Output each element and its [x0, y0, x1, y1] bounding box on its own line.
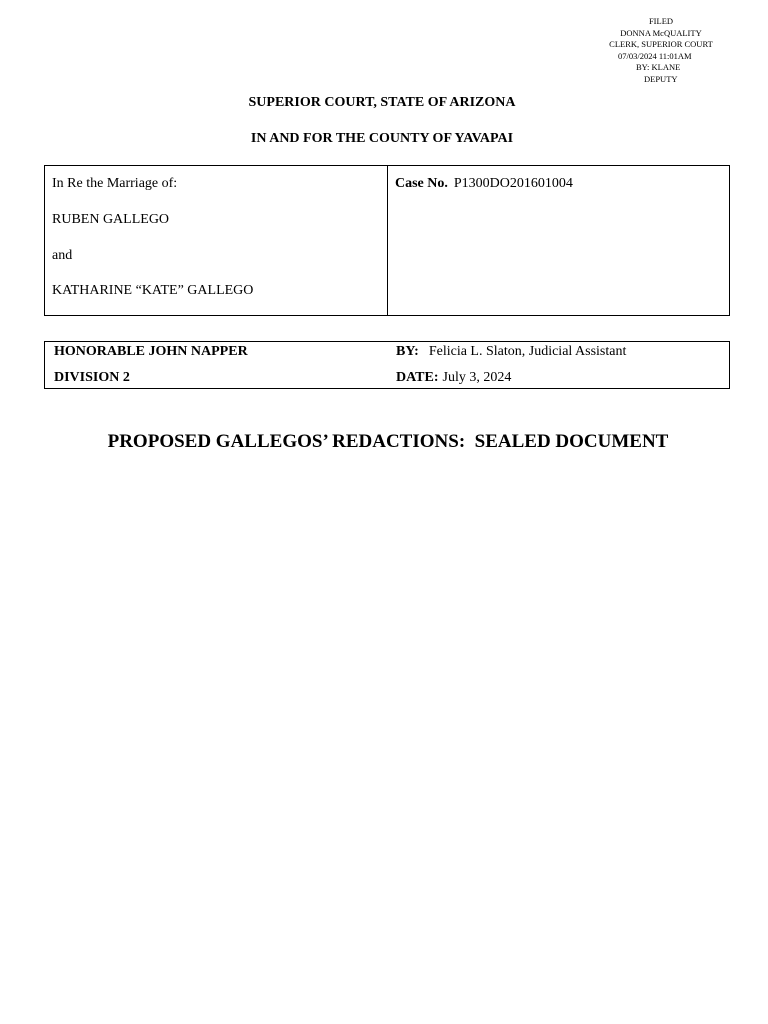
- judge-info-box: [44, 341, 730, 389]
- caption-divider: [387, 166, 388, 315]
- party-petitioner: RUBEN GALLEGO: [52, 212, 170, 227]
- order-date: [396, 369, 511, 387]
- party-respondent: KATHARINE “KATE” GALLEGO: [52, 283, 254, 298]
- case-number: [395, 175, 573, 193]
- stamp-role: DEPUTY: [644, 73, 678, 84]
- document-title: PROPOSED GALLEGOS’ REDACTIONS: SEALED DOCUMENT: [107, 431, 669, 452]
- by-value: Felicia L. Slaton, Judicial Assistant: [428, 344, 627, 359]
- case-number-label: Case No.: [395, 176, 448, 191]
- division: DIVISION 2: [54, 370, 130, 385]
- prepared-by: [396, 343, 626, 361]
- county-name: IN AND FOR THE COUNTY OF YAVAPAI: [250, 131, 514, 146]
- judge-name: HONORABLE JOHN NAPPER: [54, 344, 248, 359]
- case-caption-box: [44, 165, 730, 316]
- stamp-by: BY: KLANE: [636, 62, 681, 72]
- filing-stamp: [596, 16, 726, 85]
- stamp-status: FILED: [648, 16, 674, 26]
- date-value: July 3, 2024: [442, 370, 512, 385]
- stamp-clerk-title: CLERK, SUPERIOR COURT: [609, 39, 713, 49]
- date-label: DATE:: [396, 370, 439, 385]
- caption-conjunction: and: [52, 248, 73, 263]
- by-label: BY:: [396, 344, 419, 359]
- caption-intro: In Re the Marriage of:: [52, 176, 178, 191]
- stamp-datetime: 07/03/2024 11:01AM: [618, 50, 692, 61]
- stamp-clerk-name: DONNA McQUALITY: [620, 27, 702, 38]
- court-name: SUPERIOR COURT, STATE OF ARIZONA: [248, 95, 516, 110]
- case-number-value: P1300DO201601004: [453, 176, 573, 191]
